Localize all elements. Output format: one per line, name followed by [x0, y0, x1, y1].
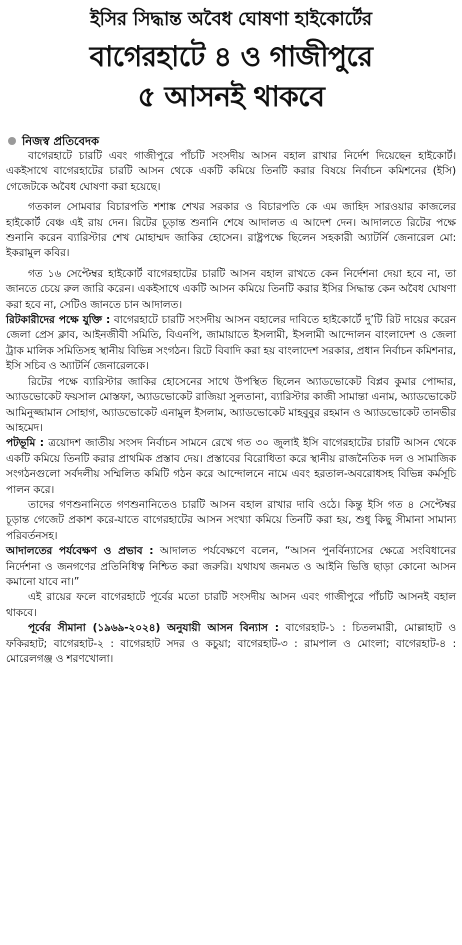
paragraph-text: গতকাল সোমবার বিচারপতি শশাঙ্ক শেখর সরকার ও বিচারপতি কে এম জাহিদ সারওয়ার কাজলের হাইকোর্ট বেঞ্চ এই রায় দেন। রিটের চূড়ান্ত শুনানি শেষে আদালত এ আদেশ দেন। আদালতে রিটের পক্ষে শুনানি করেন ব্যারিস্টার শেখ মোহাম্মদ জাকির হোসেন। রাষ্ট্রপক্ষে ছিলেন সহকারী অ্যাটর্নি জেনারেল মো: ইকরামুল কবির। — [6, 201, 456, 260]
paragraph — [6, 498, 456, 544]
section-heading-background: পটভূমি : — [6, 437, 44, 450]
section-heading-previous-boundary: পূর্বের সীমানা (১৯৬৯-২০২৪) অনুযায়ী আসন বিন্যাস : — [28, 622, 279, 635]
paragraph-text: ত্রয়োদশ জাতীয় সংসদ নির্বাচন সামনে রেখে গত ৩০ জুলাই ইসি বাগেরহাটের চারটি আসন থেকে একটি কমিয়ে তিনটি করার প্রাথমিক প্রস্তাব দেয়। প্রস্তাবের বিরোধিতা করে স্থানীয় রাজনৈতিক দল ও সামাজিক সংগঠনগুলো সর্বদলীয় সম্মিলিত কমিটি গঠন করে আন্দোলনে নামে এবং হরতাল-অবরোধসহ বিভিন্ন কর্মসূচি পালন করে। — [6, 437, 456, 496]
paragraph-text: বাগেরহাটে চারটি এবং গাজীপুরে পাঁচটি সংসদীয় আসন বহাল রাখার নির্দেশ দিয়েছেন হাইকোর্ট। একইসাথে বাগেরহাটের চারটি আসন থেকে একটি কমিয়ে তিনটি করার বিষয়ে নির্বাচন কমিশনের (ইসি) গেজেটকে অবৈধ ঘোষণা করা হয়েছে। — [6, 150, 456, 193]
paragraph — [6, 590, 456, 621]
paragraph-text: রিটের পক্ষে ব্যারিস্টার জাকির হোসেনের সাথে উপস্থিত ছিলেন অ্যাডভোকেট বিপ্লব কুমার পোদ্দার, অ্যাডভোকেট ফয়সাল মোস্তফা, অ্যাডভোকেট রাজিয়া সুলতানা, ব্যারিস্টার কাজী সামান্তা এনাম, অ্যাডভোকেট আমিনুজ্জামান সোহাগ, অ্যাডভোকেট এনামুল ইসলাম, অ্যাডভোকেট মাহবুবুর রহমান ও অ্যাডভোকেট তানভীর আহমেদ। — [6, 375, 456, 434]
paragraph-text: বাগেরহাট-১ : চিতলমারী, মোল্লাহাট ও ফকিরহাট; বাগেরহাট-২ : বাগেরহাট সদর ও কচুয়া; বাগেরহাট-৩ : রামপাল ও মোংলা; বাগেরহাট-৪ : মোরেলগঞ্জ ও শরণখোলা। — [6, 622, 456, 665]
article-kicker: ইসির সিদ্ধান্ত অবৈধ ঘোষণা হাইকোর্টের — [90, 9, 372, 30]
paragraph — [6, 621, 456, 667]
paragraph-text: এই রায়ের ফলে বাগেরহাটে পূর্বের মতো চারটি সংসদীয় আসন এবং গাজীপুরে পাঁচটি আসনই বহাল থাকবে। — [6, 591, 456, 619]
article-headline — [6, 37, 456, 117]
paragraph — [6, 149, 456, 195]
paragraph-text: গত ১৬ সেপ্টেম্বর হাইকোর্ট বাগেরহাটের চারটি আসন বহাল রাখতে কেন নির্দেশনা দেয়া হবে না, তা জানতে চেয়ে রুল জারি করেন। একইসাথে একটি আসন কমিয়ে তিনটি করার ইসির সিদ্ধান্ত কেন অবৈধ ঘোষণা করা হবে না, সেটিও জানতে চান আদালত। — [6, 267, 456, 311]
bullet-icon — [8, 137, 16, 145]
headline-line-2: ৫ আসনই থাকবে — [137, 80, 325, 113]
byline — [6, 133, 456, 149]
paragraph — [6, 436, 456, 498]
section-heading-observation: আদালতের পর্যবেক্ষণ ও প্রভাব : — [6, 545, 154, 558]
paragraph — [6, 267, 456, 313]
paragraph-text: বাগেরহাটে চারটি সংসদীয় আসন বহালের দাবিতে হাইকোর্টে দু’টি রিট দায়ের করেন জেলা প্রেস ক্লাব, আইনজীবী সমিতি, বিএনপি, জামায়াতে ইসলামী, ইসলামী আন্দোলন বাংলাদেশ ও জেলা ট্রাক মালিক সমিতিসহ স্থানীয় বিভিন্ন সংগঠন। রিটে বিবাদি করা হয় বাংলাদেশ সরকার, প্রধান নির্বাচন কমিশনার, ইসি সচিব ও অ্যাটর্নি জেনারেলকে। — [6, 314, 456, 373]
paragraph — [6, 375, 456, 437]
paragraph — [6, 313, 456, 375]
paragraph-text: আদালত পর্যবেক্ষণে বলেন, “আসন পুনর্বিন্যাসের ক্ষেত্রে সংবিধানের নির্দেশনা ও জনগণের প্রতিনিধিত্ব নিশ্চিত করা জরুরি। যথাযথ জনমত ও আইনি ভিত্তি ছাড়া কোনো আসন কমানো যাবে না।” — [6, 545, 457, 588]
headline-line-1: বাগেরহাটে ৪ ও গাজীপুরে — [89, 40, 373, 73]
article-body — [6, 149, 456, 667]
paragraph — [6, 544, 456, 590]
paragraph-text: তাদের গণশুনানিতে গণশুনানিতেও চারটি আসন বহাল রাখার দাবি ওঠে। কিন্তু ইসি গত ৪ সেপ্টেম্বর চূড়ান্ত গেজেট প্রকাশ করে-যাতে বাগেরহাটের আসন সংখ্যা কমিয়ে তিনটি করা হয়, শুধু কিছু সীমানা সামান্য পরিবর্তনসহ। — [6, 498, 456, 542]
byline-text: নিজস্ব প্রতিবেদক — [22, 134, 100, 148]
section-heading-petitioners: রিটকারীদের পক্ষে যুক্তি : — [6, 314, 111, 327]
paragraph — [6, 200, 456, 262]
